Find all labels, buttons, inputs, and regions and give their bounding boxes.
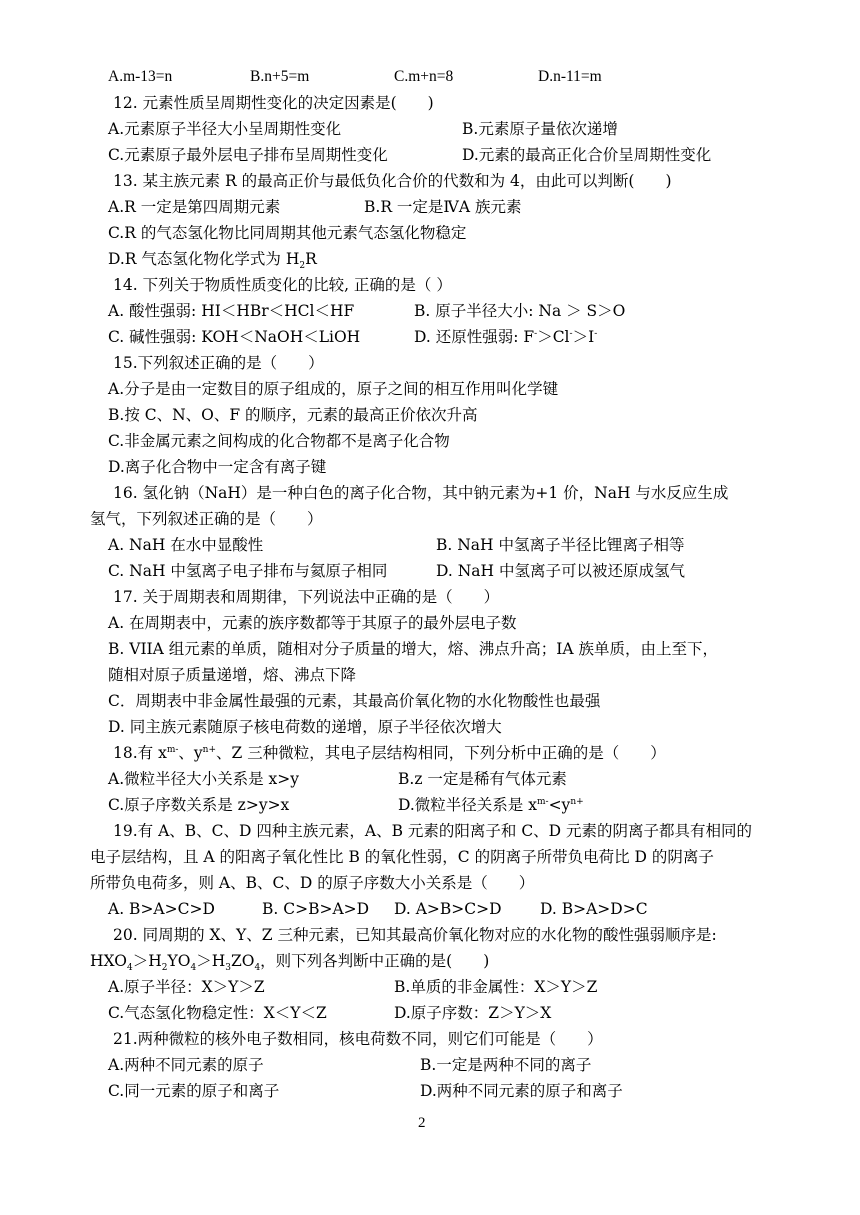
- q16-option-c: C. NaH 中氢离子电子排布与氦原子相同: [108, 562, 388, 580]
- q19-option-b: B. C>B>A>D: [262, 900, 370, 918]
- q16-option-d: D. NaH 中氢离子可以被还原成氢气: [436, 562, 685, 580]
- q18-option-a: A.微粒半径大小关系是 x>y: [108, 770, 300, 788]
- q18-stem: 18.有 $x^{m-}$、$y^{n+}$、Z 三种微粒，其电子层结构相同，下列分析中正确的是（ ）: [113, 744, 666, 762]
- q20-option-d: D.原子序数：Z＞Y＞X: [394, 1004, 552, 1022]
- q13-option-a: A.R 一定是第四周期元素: [108, 198, 281, 216]
- q20-stem-line1: 20. 同周期的 X、Y、Z 三种元素，已知其最高价氧化物对应的水化物的酸性强弱顺序是:: [113, 926, 717, 944]
- q21-option-d: D.两种不同元素的原子和离子: [420, 1082, 623, 1100]
- q13-stem: 13. 某主族元素 R 的最高正价与最低负化合价的代数和为 4，由此可以判断( ): [113, 172, 672, 190]
- q16-option-a: A. NaH 在水中显酸性: [108, 536, 264, 554]
- q12-option-c: C.元素原子最外层电子排布呈周期性变化: [108, 146, 388, 164]
- q16-stem-line1: 16. 氢化钠（NaH）是一种白色的离子化合物，其中钠元素为+1 价，NaH 与水反应生成: [113, 484, 729, 502]
- q14-option-d: D. 还原性强弱: F-＞Cl-＞I-: [414, 328, 598, 346]
- q15-stem: 15.下列叙述正确的是（ ）: [113, 354, 324, 372]
- q16-stem-line2: 氢气，下列叙述正确的是（ ）: [90, 510, 323, 528]
- q14-option-b: B. 原子半径大小: Na ＞ S＞O: [414, 302, 626, 320]
- q20-option-a: A.原子半径：X＞Y＞Z: [108, 978, 265, 996]
- q19-option-c: D. A>B>C>D: [394, 900, 502, 918]
- q15-option-d: D.离子化合物中一定含有离子键: [108, 458, 327, 476]
- q19-stem-line2: 电子层结构，且 A 的阳离子氧化性比 B 的氧化性弱，C 的阴离子所带负电荷比 D 的阴离子: [90, 848, 714, 866]
- q19-stem-line1: 19.有 A、B、C、D 四种主族元素，A、B 元素的阳离子和 C、D 元素的阴离子都具有相同的: [113, 822, 753, 840]
- q13-option-b: B.R 一定是ⅣA 族元素: [364, 198, 522, 216]
- q11-option-c: C.m+n=8: [394, 68, 454, 85]
- q21-stem: 21.两种微粒的核外电子数相同，核电荷数不同，则它们可能是（ ）: [113, 1030, 603, 1048]
- q18-option-c: C.原子序数关系是 z>y>x: [108, 796, 290, 814]
- q14-option-c: C. 碱性强弱: KOH＜NaOH＜LiOH: [108, 328, 361, 346]
- q15-option-c: C.非金属元素之间构成的化合物都不是离子化合物: [108, 432, 450, 450]
- q16-option-b: B. NaH 中氢离子半径比锂离子相等: [436, 536, 685, 554]
- q17-stem: 17. 关于周期表和周期律，下列说法中正确的是（ ）: [113, 588, 500, 606]
- q18-option-b: B.z 一定是稀有气体元素: [398, 770, 567, 788]
- q19-stem-line3: 所带负电荷多，则 A、B、C、D 的原子序数大小关系是（ ）: [90, 874, 535, 892]
- q11-option-a: A.m-13=n: [108, 68, 173, 85]
- q17-option-b-line2: 随相对原子质量递增，熔、沸点下降: [108, 666, 357, 684]
- q20-option-b: B.单质的非金属性：X＞Y＞Z: [394, 978, 598, 996]
- q11-option-b: B.n+5=m: [250, 68, 310, 85]
- q17-option-b-line1: B. VIIA 组元素的单质，随相对分子质量的增大，熔、沸点升高；IA 族单质，由上至下，: [108, 640, 719, 658]
- q20-stem-line2: $HXO_4>H_2YO_4>H_3ZO_4$，则下列各判断中正确的是( ): [90, 952, 490, 974]
- q14-option-a: A. 酸性强弱: HI＜HBr＜HCl＜HF: [108, 302, 355, 320]
- q12-stem: 12. 元素性质呈周期性变化的决定因素是( ): [113, 94, 434, 112]
- q21-option-a: A.两种不同元素的原子: [108, 1056, 264, 1074]
- q17-option-c: C．周期表中非金属性最强的元素，其最高价氧化物的水化物酸性也最强: [108, 692, 601, 710]
- q13-option-c: C.R 的气态氢化物比同周期其他元素气态氢化物稳定: [108, 224, 467, 242]
- q20-option-c: C.气态氢化物稳定性：X＜Y＜Z: [108, 1004, 327, 1022]
- q15-option-a: A.分子是由一定数目的原子组成的，原子之间的相互作用叫化学键: [108, 380, 559, 398]
- q15-option-b: B.按 C、N、O、F 的顺序，元素的最高正价依次升高: [108, 406, 478, 424]
- q12-option-a: A.元素原子半径大小呈周期性变化: [108, 120, 342, 138]
- page-number: 2: [418, 1115, 426, 1131]
- q21-option-b: B.一定是两种不同的离子: [420, 1056, 592, 1074]
- q17-option-a: A. 在周期表中，元素的族序数都等于其原子的最外层电子数: [108, 614, 517, 632]
- q18-option-d: D.微粒半径关系是 $x^{m-}<y^{n+}$: [398, 796, 584, 814]
- q21-option-c: C.同一元素的原子和离子: [108, 1082, 280, 1100]
- q19-option-a: A. B>A>C>D: [108, 900, 215, 918]
- q19-option-d: D. B>A>D>C: [540, 900, 648, 918]
- q12-option-d: D.元素的最高正化合价呈周期性变化: [462, 146, 712, 164]
- q14-stem: 14. 下列关于物质性质变化的比较, 正确的是（ ）: [113, 276, 452, 294]
- q13-option-d: D.R 气态氢化物化学式为 $H_2R$: [108, 250, 317, 272]
- q17-option-d: D. 同主族元素随原子核电荷数的递增，原子半径依次增大: [108, 718, 502, 736]
- q12-option-b: B.元素原子量依次递增: [462, 120, 618, 138]
- q11-option-d: D.n-11=m: [538, 68, 602, 85]
